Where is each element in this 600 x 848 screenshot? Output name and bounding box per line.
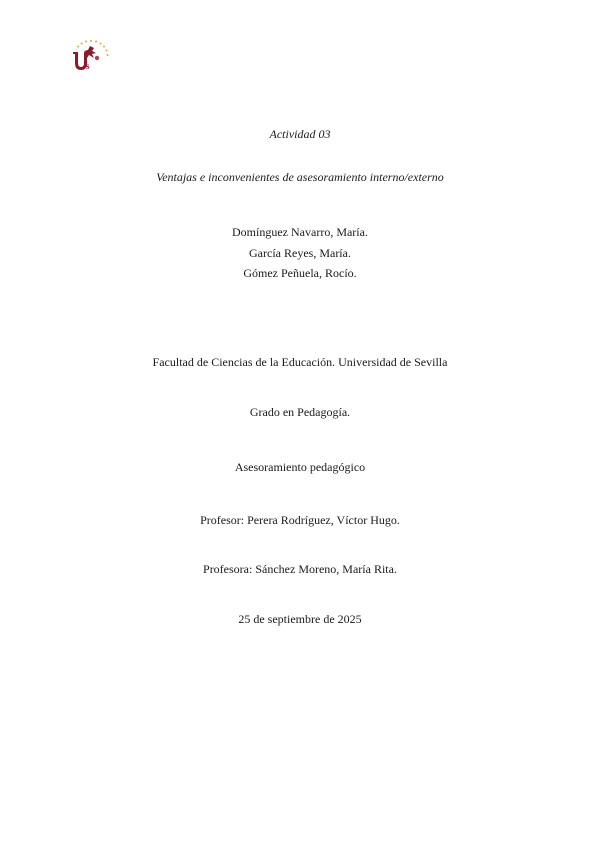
professor2-line: Profesora: Sánchez Moreno, María Rita. — [203, 562, 397, 576]
activity-title: Actividad 03 — [269, 127, 331, 141]
faculty-line: Facultad de Ciencias de la Educación. Universidad de Sevilla — [152, 355, 448, 369]
author-3: Gómez Peñuela, Rocío. — [243, 266, 357, 280]
document-subtitle: Ventajas e inconvenientes de asesoramiento interno/externo — [156, 170, 444, 184]
course-line: Asesoramiento pedagógico — [234, 460, 366, 474]
svg-text:s: s — [86, 61, 90, 71]
date-line: 25 de septiembre de 2025 — [238, 612, 362, 626]
professor-line: Profesor: Perera Rodríguez, Víctor Hugo. — [200, 513, 400, 527]
university-seal-icon — [70, 38, 112, 72]
degree-line: Grado en Pedagogía. — [249, 405, 351, 419]
author-1: Domínguez Navarro, María. — [232, 225, 368, 239]
author-2: García Reyes, María. — [249, 246, 351, 260]
